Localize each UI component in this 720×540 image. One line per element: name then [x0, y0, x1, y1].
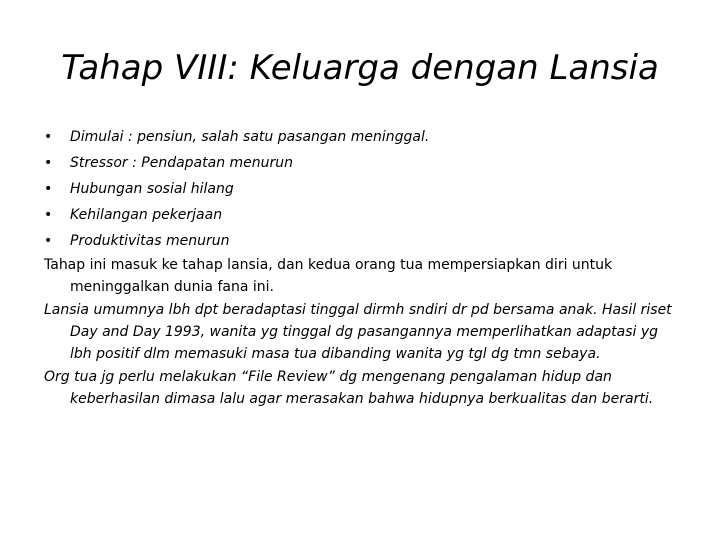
bullet-item: [44, 124, 680, 150]
bullet-item: [44, 150, 680, 176]
paragraph-research: Lansia umumnya lbh dpt beradaptasi tinggal dirmh sndiri dr pd bersama anak. Hasil riset Day and Day 1993, wanita yg tinggal dg pasangannya memperlihatkan adaptasi yg lbh positif dlm memasuki masa tua dibanding wanita yg tgl dg tmn sebaya.: [44, 302, 672, 362]
bullet-marker: •: [44, 129, 53, 145]
bullet-text: Produktivitas menurun: [70, 233, 230, 249]
paragraph-file-review: Org tua jg perlu melakukan “File Review” dg mengenang pengalaman hidup dan keberhasilan dimasa lalu agar merasakan bahwa hidupnya berkualitas dan berarti.: [44, 369, 654, 407]
paragraph-intro: Tahap ini masuk ke tahap lansia, dan kedua orang tua mempersiapkan diri untuk meninggalkan dunia fana ini.: [44, 257, 613, 295]
bullet-text: Kehilangan pekerjaan: [70, 207, 223, 223]
bullet-item: [44, 202, 680, 228]
bullet-marker: •: [44, 207, 53, 223]
slide-content: [44, 124, 680, 411]
bullet-text: Stressor : Pendapatan menurun: [70, 155, 294, 171]
bullet-marker: •: [44, 181, 53, 197]
bullet-marker: •: [44, 155, 53, 171]
slide-title: Tahap VIII: Keluarga dengan Lansia: [61, 48, 659, 88]
bullet-item: [44, 176, 680, 202]
bullet-list: [44, 124, 680, 254]
bullet-text: Hubungan sosial hilang: [70, 181, 234, 197]
bullet-text: Dimulai : pensiun, salah satu pasangan meninggal.: [70, 129, 430, 145]
bullet-item: [44, 228, 680, 254]
bullet-marker: •: [44, 233, 53, 249]
